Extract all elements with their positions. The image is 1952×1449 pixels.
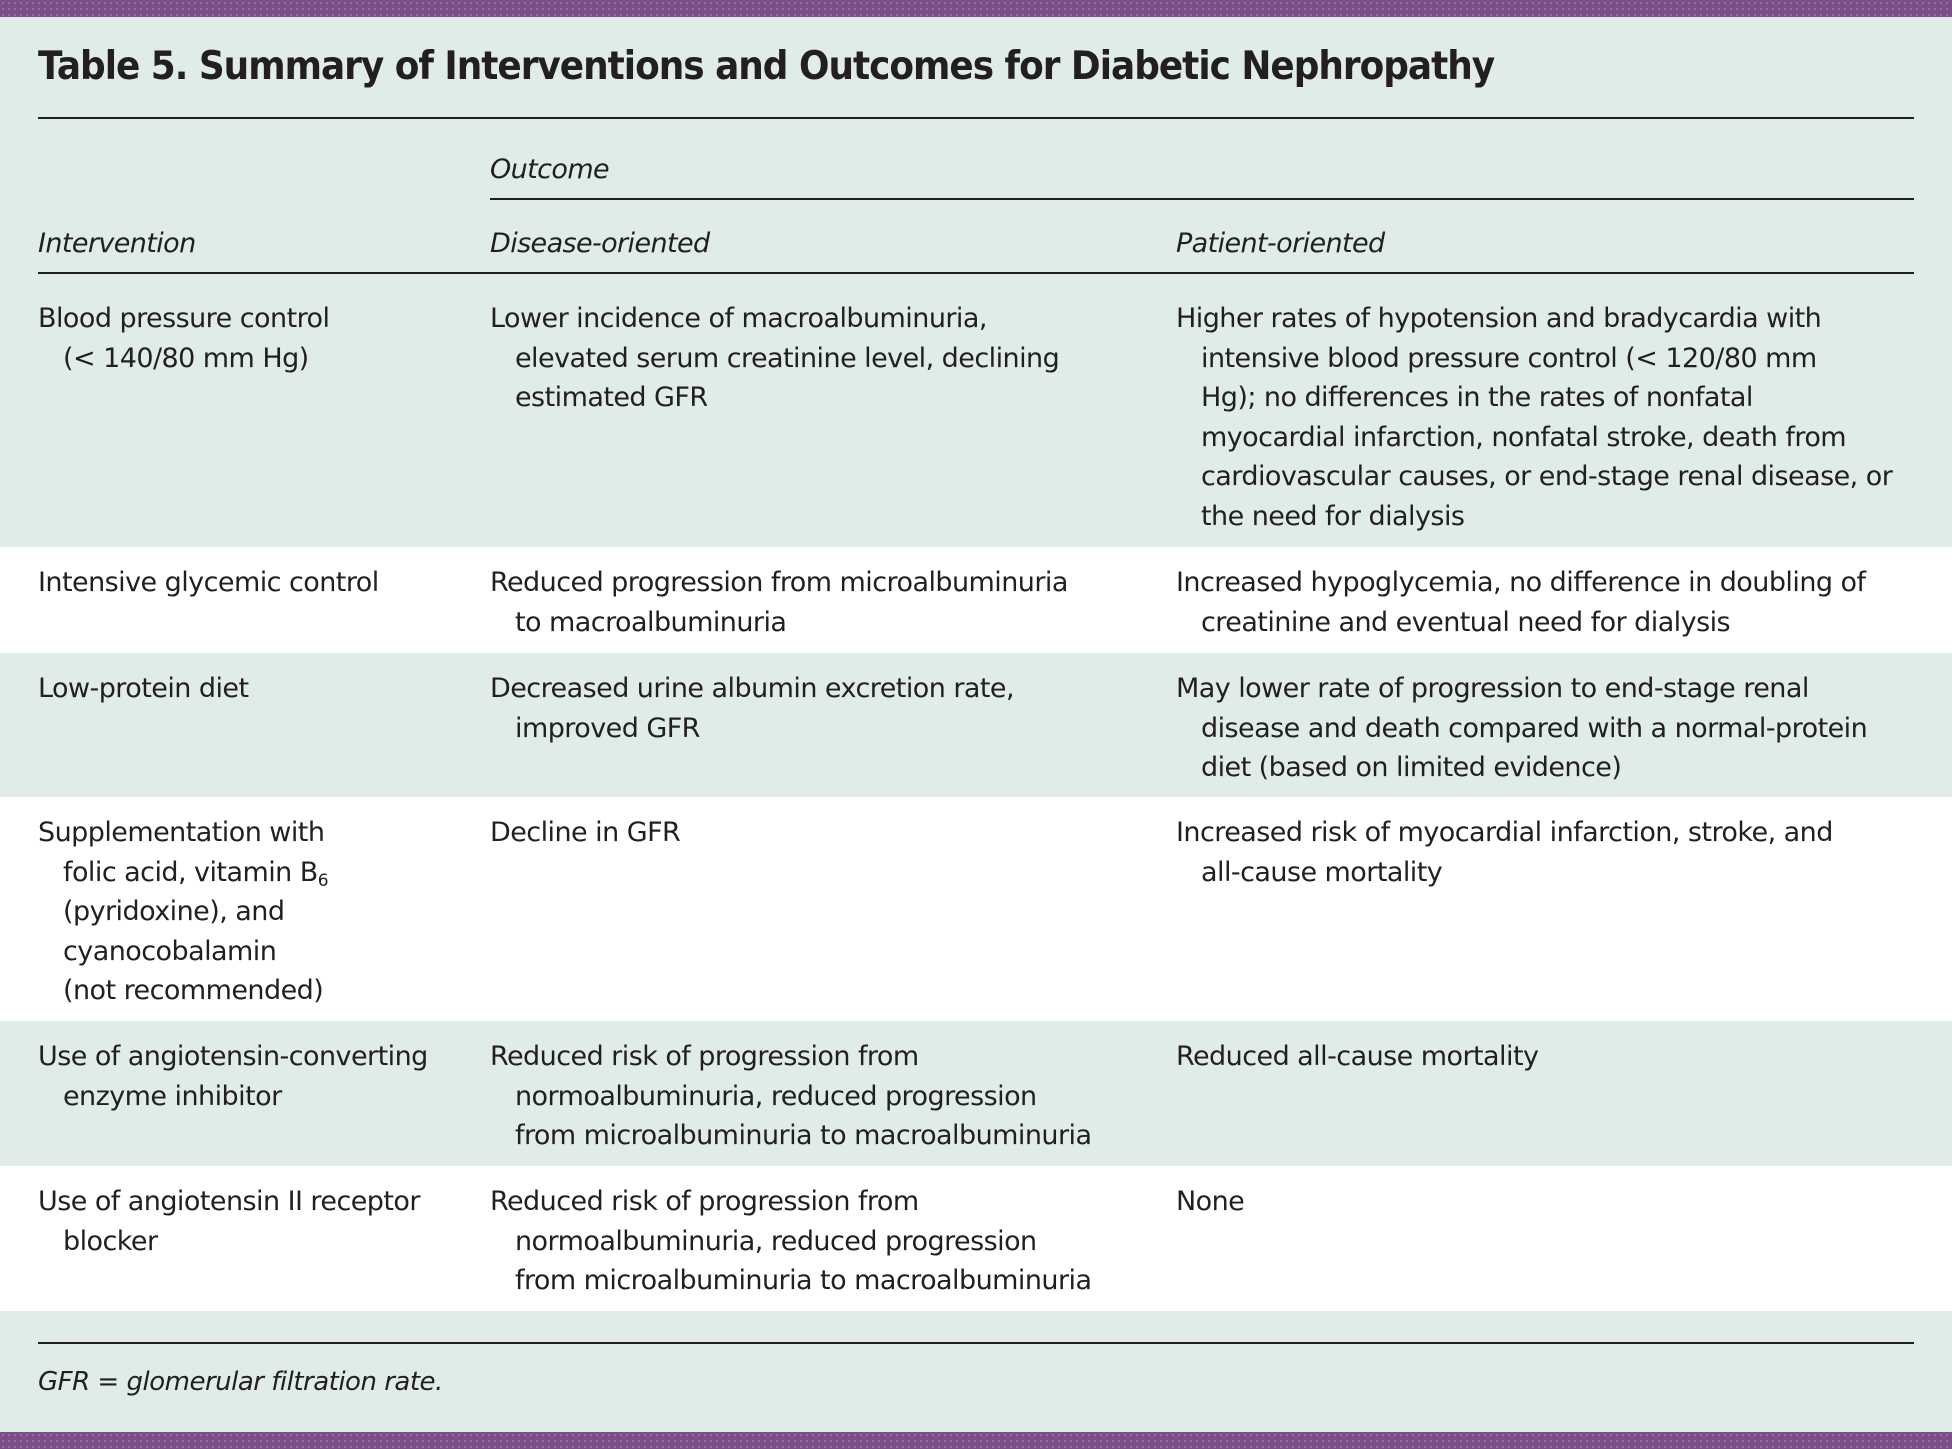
footnote: GFR = glomerular filtration rate.: [38, 1367, 443, 1397]
cell-line: creatinine and eventual need for dialysis: [1201, 606, 1731, 638]
cell-line: estimated GFR: [515, 382, 708, 414]
cell-line: Supplementation with: [38, 817, 325, 848]
intervention-cell: [38, 563, 379, 603]
cell-line: Increased hypoglycemia, no difference in doubling of: [1176, 567, 1866, 598]
cell-line: diet (based on limited evidence): [1201, 752, 1622, 784]
cell-line: Increased risk of myocardial infarction, stroke, and: [1176, 817, 1833, 848]
cell-line: Reduced risk of progression from: [490, 1186, 919, 1217]
intervention-cell: [38, 1182, 420, 1261]
header-disease-oriented: Disease-oriented: [490, 228, 710, 259]
cell-line: Use of angiotensin II receptor: [38, 1186, 420, 1217]
patient-oriented-cell: [1176, 563, 1865, 642]
outcome-rule: [490, 198, 1914, 200]
cell-line: elevated serum creatinine level, declining: [515, 342, 1060, 374]
cell-line: (< 140/80 mm Hg): [63, 342, 309, 374]
cell-line: the need for dialysis: [1201, 500, 1465, 532]
title-rule: [38, 117, 1914, 119]
table-row: [0, 797, 1952, 1021]
patient-oriented-cell: [1176, 299, 1892, 537]
subscript: 6: [317, 870, 329, 891]
cell-line: Intensive glycemic control: [38, 567, 379, 598]
header-intervention: Intervention: [38, 228, 196, 259]
intervention-cell: [38, 299, 329, 378]
cell-line: Decline in GFR: [490, 817, 681, 848]
patient-oriented-cell: [1176, 1037, 1538, 1077]
table-title: Table 5. Summary of Interventions and Outcomes for Diabetic Nephropathy: [38, 44, 1495, 89]
intervention-cell: [38, 813, 328, 1011]
cell-line: enzyme inhibitor: [63, 1080, 282, 1112]
cell-line: from microalbuminuria to macroalbuminuria: [515, 1120, 1092, 1152]
header-outcome: Outcome: [490, 154, 610, 185]
cell-line: [38, 853, 328, 893]
footer-rule: [38, 1342, 1914, 1344]
cell-line: normoalbuminuria, reduced progression: [515, 1225, 1037, 1257]
cell-line: cardiovascular causes, or end-stage renal disease, or: [1201, 461, 1893, 493]
patient-oriented-cell: [1176, 1182, 1244, 1222]
cell-text: folic acid, vitamin B: [63, 856, 318, 888]
disease-oriented-cell: [490, 299, 1059, 418]
cell-line: Use of angiotensin-converting: [38, 1041, 428, 1072]
cell-line: Reduced progression from microalbuminuria: [490, 567, 1068, 598]
disease-oriented-cell: [490, 1182, 1091, 1301]
cell-line: Blood pressure control: [38, 303, 330, 334]
intervention-cell: [38, 669, 249, 709]
cell-line: Higher rates of hypotension and bradycardia with: [1176, 303, 1822, 334]
cell-line: all-cause mortality: [1201, 856, 1443, 888]
patient-oriented-cell: [1176, 813, 1833, 892]
disease-oriented-cell: [490, 813, 680, 853]
top-accent-bar: [0, 0, 1952, 17]
bottom-accent-bar: [0, 1432, 1952, 1449]
header-rule: [38, 272, 1914, 274]
cell-line: cyanocobalamin: [63, 935, 277, 967]
cell-line: blocker: [63, 1225, 158, 1257]
cell-line: to macroalbuminuria: [515, 606, 787, 638]
header-patient-oriented: Patient-oriented: [1176, 228, 1385, 259]
cell-line: Hg); no differences in the rates of nonfatal: [1201, 382, 1753, 414]
disease-oriented-cell: [490, 1037, 1091, 1156]
cell-line: (pyridoxine), and: [63, 896, 285, 928]
disease-oriented-cell: [490, 563, 1068, 642]
cell-line: normoalbuminuria, reduced progression: [515, 1080, 1037, 1112]
cell-line: Reduced all-cause mortality: [1176, 1041, 1539, 1072]
cell-line: Low-protein diet: [38, 673, 249, 704]
table-row: [0, 653, 1952, 797]
cell-line: (not recommended): [63, 975, 324, 1007]
intervention-cell: [38, 1037, 428, 1116]
cell-line: improved GFR: [515, 712, 700, 744]
patient-oriented-cell: [1176, 669, 1867, 788]
cell-line: Reduced risk of progression from: [490, 1041, 919, 1072]
cell-line: intensive blood pressure control (< 120/80 mm: [1201, 342, 1817, 374]
cell-line: Decreased urine albumin excretion rate,: [490, 673, 1015, 704]
cell-line: myocardial infarction, nonfatal stroke, death from: [1201, 421, 1847, 453]
table-row: [0, 1021, 1952, 1166]
disease-oriented-cell: [490, 669, 1014, 748]
cell-line: Lower incidence of macroalbuminuria,: [490, 303, 987, 334]
cell-line: from microalbuminuria to macroalbuminuria: [515, 1265, 1092, 1297]
cell-line: disease and death compared with a normal-protein: [1201, 712, 1868, 744]
cell-line: None: [1176, 1186, 1245, 1217]
cell-line: May lower rate of progression to end-stage renal: [1176, 673, 1809, 704]
table-row: [0, 1166, 1952, 1311]
table-row: [0, 547, 1952, 653]
